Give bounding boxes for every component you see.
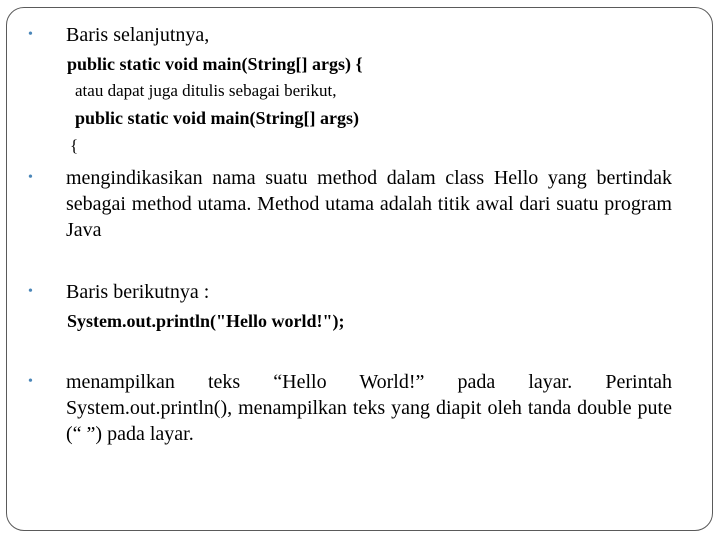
alternative-note: atau dapat juga ditulis sebagai berikut,	[75, 81, 337, 100]
code-main-method: public static void main(String[] args) {	[67, 54, 363, 74]
bullet-marker: •	[28, 170, 33, 185]
bullet-text: menampilkan teks “Hello World!” pada layar. Perintah System.out.println(), menampilkan teks yang diapit oleh tanda double pute (“ ”) pada layar.	[66, 371, 672, 445]
bullet-text: Baris berikutnya :	[66, 281, 210, 303]
code-open-brace: {	[70, 136, 79, 155]
bullet-item-baris-selanjutnya	[28, 22, 672, 48]
bullet-item-method-utama	[28, 165, 672, 243]
bullet-marker: •	[28, 374, 33, 389]
bullet-text: mengindikasikan nama suatu method dalam class Hello yang bertindak sebagai method utama. Method utama adalah titik awal dari suatu program Java	[66, 167, 672, 241]
bullet-marker: •	[28, 284, 33, 299]
bullet-item-baris-berikutnya	[28, 279, 672, 305]
code-println: System.out.println("Hello world!");	[67, 311, 345, 331]
bullet-item-menampilkan-teks	[28, 369, 672, 447]
bullet-text: Baris selanjutnya,	[66, 24, 210, 46]
code-main-method-alt: public static void main(String[] args)	[75, 108, 360, 128]
bullet-marker: •	[28, 27, 33, 42]
